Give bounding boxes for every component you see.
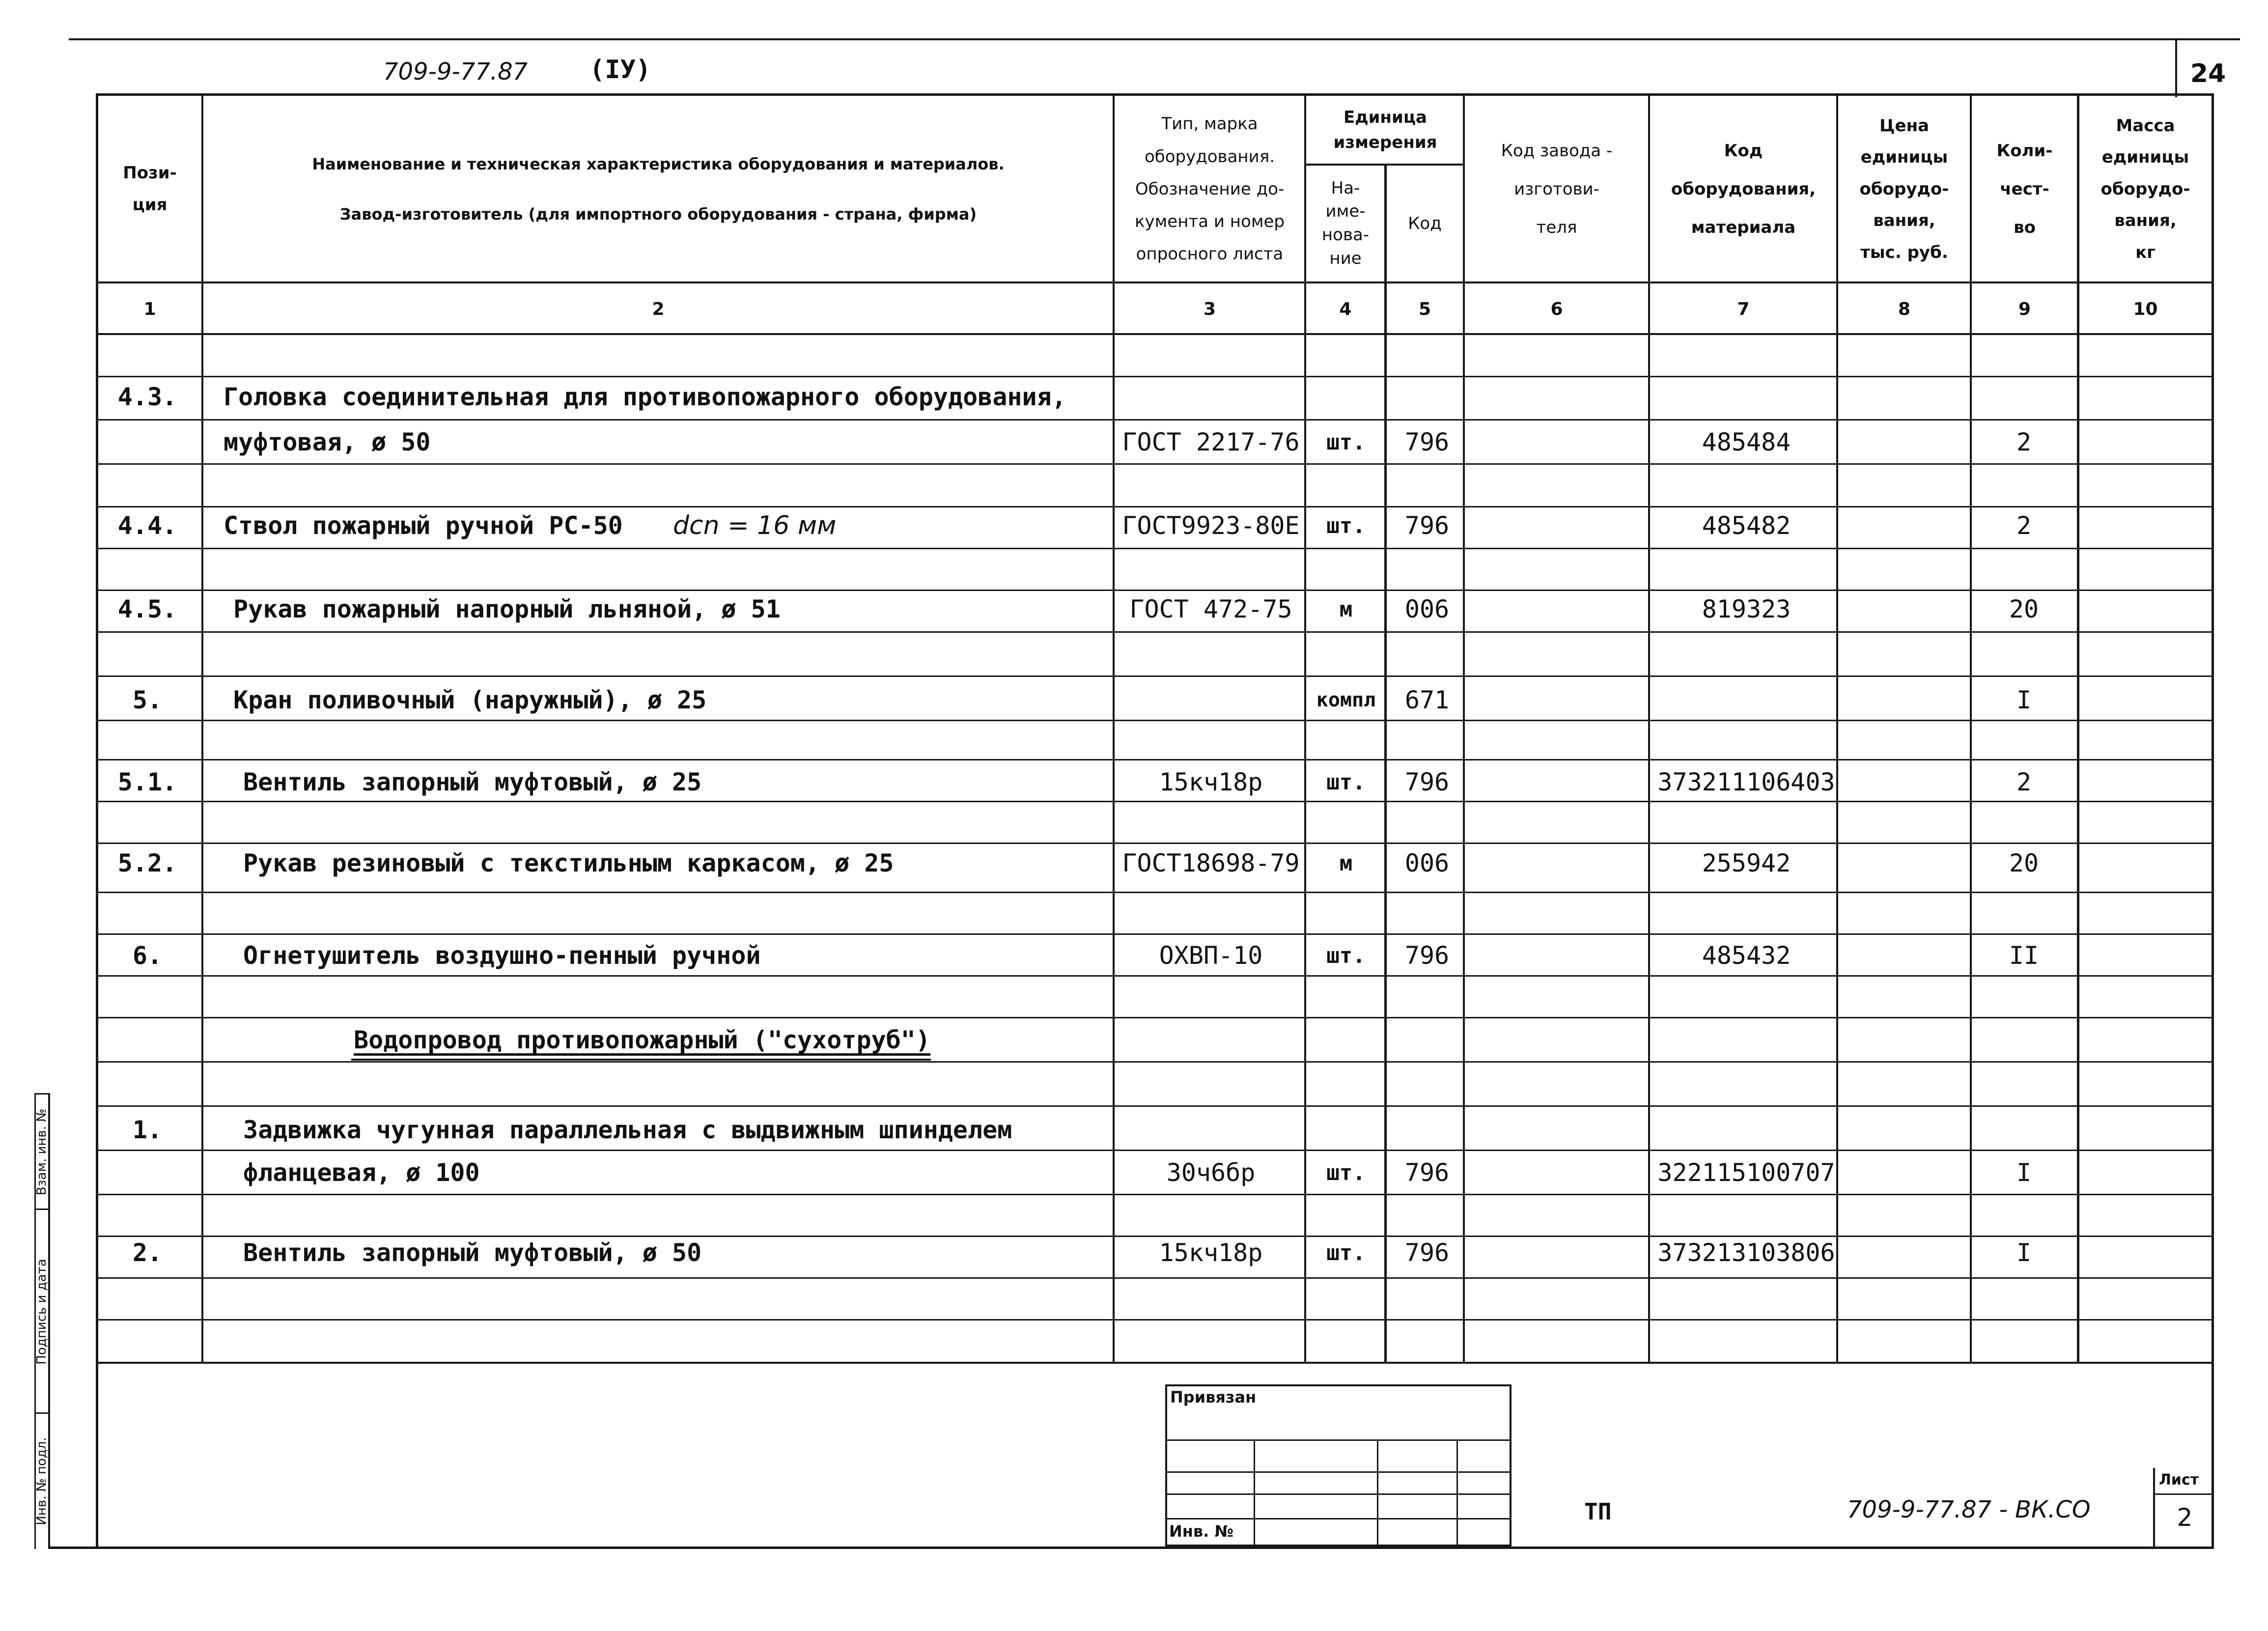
side-sign-date: Подпись и дата: [34, 1259, 49, 1365]
row-equipment-code: 485432: [1702, 941, 1791, 970]
row-line: [96, 1061, 2214, 1063]
row-type: ГОСТ 472-75: [1129, 595, 1292, 623]
row-unit: шт.: [1326, 513, 1366, 538]
row-line: [96, 843, 2214, 844]
inv-no-label: Инв. №: [1169, 1522, 1233, 1541]
attached-col-line: [1377, 1439, 1378, 1547]
table-top: [96, 93, 2214, 96]
row-line: [96, 801, 2214, 802]
row-position: 4.3.: [117, 383, 177, 411]
doc-volume: (IУ): [589, 55, 651, 84]
unit-split: [1304, 164, 1465, 166]
row-equipment-code: 819323: [1702, 595, 1791, 623]
row-unit: шт.: [1326, 943, 1366, 968]
sheet-number: 24: [2190, 59, 2226, 88]
document-designation: 709-9-77.87 - ВК.СО: [1847, 1496, 2091, 1523]
row-line: [96, 759, 2214, 760]
row-quantity: I: [2016, 1158, 2032, 1187]
vline-9: [2077, 93, 2079, 1363]
vline-8: [1970, 93, 1972, 1363]
sheet-label: Лист: [2159, 1471, 2199, 1489]
header-unit: Единица измерения: [1333, 108, 1437, 152]
row-position: 5.2.: [117, 849, 177, 877]
table-data-bottom: [96, 1362, 2214, 1364]
row-position: 4.5.: [117, 595, 177, 623]
header-plant-code: Код завода - изготови- теля: [1501, 141, 1613, 238]
row-equipment-code: 485482: [1702, 511, 1791, 540]
colnum-bottom: [96, 333, 2214, 335]
row-unit: шт.: [1326, 1240, 1366, 1265]
attached-row-line: [1165, 1439, 1512, 1441]
row-name: Задвижка чугунная параллельная с выдвижным шпинделем: [243, 1116, 1012, 1144]
row-line: [96, 892, 2214, 893]
doc-series: 709-9-77.87: [383, 58, 528, 85]
row-equipment-code: 373213103806: [1657, 1238, 1835, 1267]
vline-1: [201, 93, 203, 1363]
row-line: [96, 1017, 2214, 1018]
row-name: Головка соединительная для противопожарного оборудования,: [224, 383, 1066, 411]
row-quantity: 20: [2009, 595, 2039, 623]
row-unit: шт.: [1326, 1160, 1366, 1185]
colnum-7: 7: [1737, 299, 1750, 319]
header-position: Пози- ция: [123, 163, 177, 215]
row-formula: dcn = 16 мм: [673, 511, 837, 540]
side-inv-orig: Инв. № подл.: [34, 1437, 49, 1525]
row-quantity: 2: [2016, 428, 2032, 456]
row-name: фланцевая, ø 100: [243, 1158, 480, 1187]
attached-row-line: [1165, 1471, 1512, 1473]
row-position: 1.: [132, 1116, 163, 1144]
colnum-3: 3: [1203, 299, 1216, 319]
row-name: Кран поливочный (наружный), ø 25: [233, 686, 707, 714]
row-type: ГОСТ18698-79: [1122, 849, 1300, 877]
row-unit-code: 796: [1404, 511, 1450, 540]
header-mass: Масса единицы оборудо- вания, кг: [2100, 115, 2190, 262]
row-type: ОХВП-10: [1159, 941, 1263, 970]
row-unit-code: 796: [1404, 428, 1450, 456]
row-quantity: 2: [2016, 768, 2032, 796]
row-position: 6.: [132, 941, 163, 970]
colnum-10: 10: [2133, 299, 2158, 319]
row-quantity: 2: [2016, 511, 2032, 540]
row-quantity: 20: [2009, 849, 2039, 877]
colnum-9: 9: [2018, 299, 2031, 319]
row-position: 5.: [132, 686, 163, 714]
header-unit-code: Код: [1408, 213, 1442, 233]
section-heading: Водопровод противопожарный ("сухотруб"): [354, 1026, 930, 1054]
header-equipment-code: Код оборудования, материала: [1671, 141, 1816, 238]
header-name: Наименование и техническая характеристика оборудования и материалов. Завод-изготовитель (для импортного оборудования - страна, фирма): [312, 154, 1005, 224]
row-unit-code: 671: [1404, 686, 1450, 714]
row-unit-code: 006: [1404, 849, 1450, 877]
vline-6: [1648, 93, 1650, 1363]
section-heading-underline: [351, 1059, 931, 1061]
row-line: [96, 590, 2214, 591]
row-line: [96, 1319, 2214, 1321]
side-stamp-divider: [34, 1093, 50, 1095]
attached-col-line: [1254, 1439, 1255, 1547]
colnum-5: 5: [1418, 299, 1431, 319]
row-name: Рукав пожарный напорный льняной, ø 51: [233, 595, 781, 623]
row-name: Ствол пожарный ручной РС-50: [224, 511, 623, 540]
header-type: Тип, марка оборудования. Обозначение до- кумента и номер опросного листа: [1135, 114, 1285, 264]
row-type: 15кч18р: [1159, 1238, 1263, 1267]
vline-2: [1113, 93, 1115, 1363]
row-position: 2.: [132, 1238, 163, 1267]
row-unit-code: 796: [1404, 768, 1450, 796]
attached-col-line: [1456, 1439, 1458, 1547]
row-line: [96, 1150, 2214, 1151]
row-unit-code: 006: [1404, 595, 1450, 623]
colnum-1: 1: [143, 299, 156, 319]
row-equipment-code: 485484: [1702, 428, 1791, 456]
row-unit-code: 796: [1404, 1238, 1450, 1267]
page-bottom: [49, 1547, 2214, 1549]
colnum-6: 6: [1550, 299, 1563, 319]
row-line: [96, 975, 2214, 977]
row-type: 15кч18р: [1159, 768, 1263, 796]
sheet-number-box-left: [2175, 38, 2177, 97]
colnum-8: 8: [1898, 299, 1911, 319]
row-unit: м: [1339, 596, 1353, 622]
row-equipment-code: 255942: [1702, 849, 1791, 877]
row-name: Огнетушитель воздушно-пенный ручной: [243, 941, 761, 970]
colnum-4: 4: [1339, 299, 1352, 319]
attached-row-line: [1165, 1518, 1512, 1519]
header-bottom: [96, 281, 2214, 283]
row-equipment-code: 322115100707: [1657, 1158, 1835, 1187]
row-type: ГОСТ 2217-76: [1122, 428, 1300, 456]
row-quantity: I: [2016, 1238, 2032, 1267]
row-name: Рукав резиновый с текстильным каркасом, ø 25: [243, 849, 894, 877]
tp-label: ТП: [1584, 1498, 1612, 1525]
row-line: [96, 720, 2214, 721]
attached-row-line: [1165, 1493, 1512, 1495]
row-position: 5.1.: [117, 768, 177, 796]
sheet-box-divider: [2153, 1493, 2214, 1495]
row-type: ГОСТ9923-80Е: [1122, 511, 1300, 540]
row-line: [96, 933, 2214, 935]
row-name: Вентиль запорный муфтовый, ø 25: [243, 768, 702, 796]
vline-3: [1304, 93, 1306, 1363]
row-equipment-code: 373211106403: [1657, 768, 1835, 796]
row-line: [96, 631, 2214, 633]
side-inv-replace: Взам. инв. №: [34, 1108, 49, 1196]
row-type: 30ч6бр: [1166, 1158, 1256, 1187]
row-line: [96, 548, 2214, 549]
row-position: 4.4.: [117, 511, 177, 540]
row-unit: м: [1339, 850, 1353, 876]
header-unit-name: На- име- нова- ние: [1321, 178, 1370, 268]
header-quantity: Коли- чест- во: [1996, 141, 2053, 238]
row-line: [96, 1277, 2214, 1279]
row-unit: шт.: [1326, 429, 1366, 455]
row-quantity: I: [2016, 686, 2032, 714]
row-name: Вентиль запорный муфтовый, ø 50: [243, 1238, 702, 1267]
colnum-2: 2: [652, 299, 665, 319]
row-unit-code: 796: [1404, 1158, 1450, 1187]
top-border: [69, 38, 2240, 40]
sheet-value: 2: [2177, 1503, 2193, 1532]
attached-label: Привязан: [1170, 1388, 1257, 1406]
row-line: [96, 376, 2214, 377]
header-price: Цена единицы оборудо- вания, тыс. руб.: [1859, 115, 1949, 262]
row-line: [96, 675, 2214, 677]
row-line: [96, 506, 2214, 507]
row-line: [96, 419, 2214, 421]
row-line: [96, 1105, 2214, 1107]
row-unit: компл: [1316, 689, 1376, 711]
row-name: муфтовая, ø 50: [224, 428, 431, 456]
row-unit-code: 796: [1404, 941, 1450, 970]
table-right: [2212, 93, 2214, 1547]
row-unit: шт.: [1326, 769, 1366, 795]
row-line: [96, 463, 2214, 465]
row-quantity: II: [2009, 941, 2039, 970]
row-line: [96, 1194, 2214, 1195]
